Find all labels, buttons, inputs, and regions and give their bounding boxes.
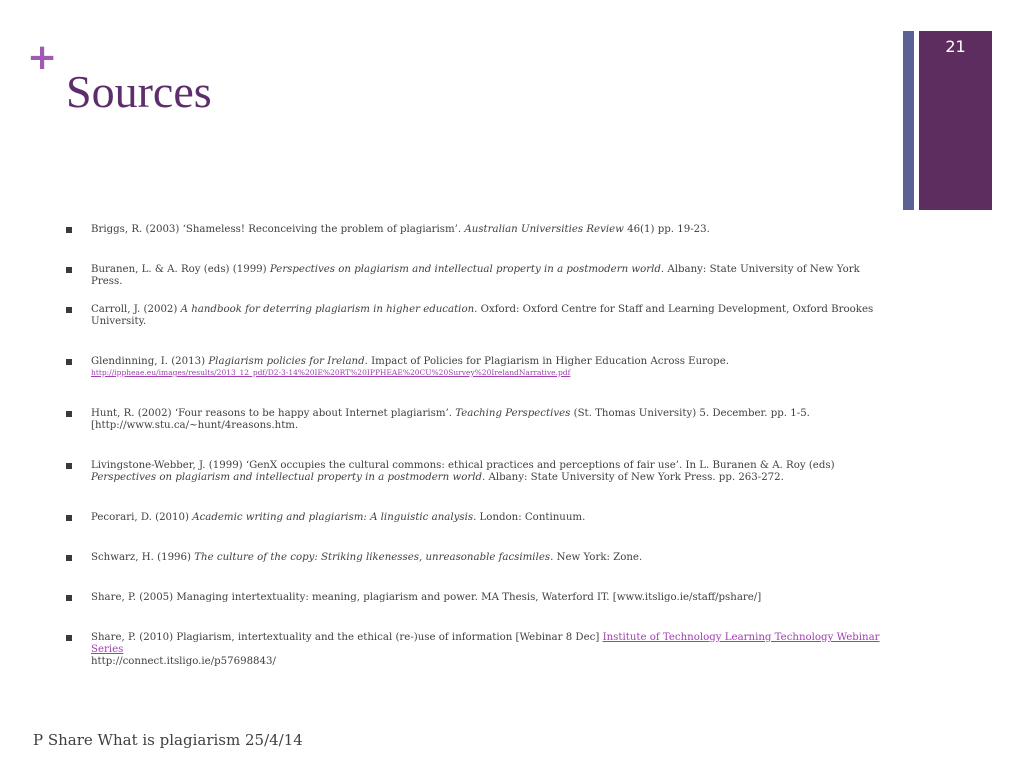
webinar-series-link[interactable]: Institute of Technology Learning Technology Webinar Series: [91, 632, 880, 655]
decorative-bar-wide: [919, 31, 992, 210]
source-item-hunt: [64, 408, 894, 460]
source-details: . Albany: State University of New York Press.: [91, 264, 860, 287]
square-bullet-icon: [66, 635, 72, 641]
source-details: 46(1) pp. 19-23.: [623, 224, 710, 235]
source-item-pecorari: [64, 512, 894, 552]
source-text: Carroll, J. (2002): [91, 304, 181, 315]
source-text: Schwarz, H. (1996): [91, 552, 195, 563]
source-details: Albany: State University of New York Press. pp. 263-272.: [485, 472, 784, 483]
page-title: Sources: [66, 66, 212, 117]
source-text: Glendinning, I. (2013): [91, 356, 209, 367]
source-item-schwarz: [64, 552, 894, 592]
source-item-briggs: [64, 224, 894, 264]
source-title: Australian Universities Review: [464, 224, 624, 235]
source-url-link[interactable]: http://ippheae.eu/images/results/2013_12_pdf/D2-3-14%20IE%20RT%20IPPHEAE%20CU%20Survey%20IrelandNarrative.pdf: [91, 368, 571, 377]
source-details: . New York: Zone.: [550, 552, 643, 563]
source-text: Share, P. (2005) Managing intertextuality: meaning, plagiarism and power. MA Thesis, Waterford IT. [www.itsligo.ie/staff/pshare/]: [91, 592, 762, 603]
source-item-carroll: [64, 304, 894, 356]
square-bullet-icon: [66, 555, 72, 561]
source-text: Hunt, R. (2002) ‘Four reasons to be happy about Internet plagiarism’.: [91, 408, 456, 419]
square-bullet-icon: [66, 267, 72, 273]
square-bullet-icon: [66, 515, 72, 521]
footer-text: P Share What is plagiarism 25/4/14: [33, 731, 303, 749]
source-item-share-2005: [64, 592, 894, 632]
square-bullet-icon: [66, 307, 72, 313]
square-bullet-icon: [66, 227, 72, 233]
source-details: (St. Thomas University) 5. December. pp. 1-5. [http://www.stu.ca/~hunt/4reasons.htm.: [91, 408, 810, 431]
source-title: A handbook for deterring plagiarism in higher education: [180, 304, 475, 315]
source-title: Teaching Perspectives: [455, 408, 571, 419]
decorative-bar-thin: [903, 31, 914, 210]
source-title: Plagiarism policies for Ireland: [208, 356, 365, 367]
source-url-text: http://connect.itsligo.ie/p57698843/: [91, 656, 276, 667]
slide-number: 21: [945, 37, 966, 56]
source-item-glendinning: [64, 356, 894, 408]
square-bullet-icon: [66, 411, 72, 417]
source-details: . Impact of Policies for Plagiarism in Higher Education Across Europe.: [364, 356, 729, 367]
plus-icon: +: [27, 37, 58, 78]
square-bullet-icon: [66, 595, 72, 601]
sources-list: [64, 224, 894, 672]
source-text: Buranen, L. & A. Roy (eds) (1999): [91, 264, 270, 275]
source-details: . Oxford: Oxford Centre for Staff and Learning Development, Oxford Brookes University.: [91, 304, 874, 327]
source-title: Perspectives on plagiarism and intellectual property in a postmodern world.: [91, 472, 486, 483]
source-title: Academic writing and plagiarism: A linguistic analysis: [192, 512, 474, 523]
source-title: Perspectives on plagiarism and intellectual property in a postmodern world: [269, 264, 661, 275]
source-item-livingstone-webber: [64, 460, 894, 512]
source-item-buranen: [64, 264, 894, 304]
square-bullet-icon: [66, 463, 72, 469]
source-text: Livingstone-Webber, J. (1999) ‘GenX occupies the cultural commons: ethical practices and perceptions of fair use’. In L. Buranen & A. Roy (eds): [91, 460, 835, 471]
source-details: . London: Continuum.: [473, 512, 586, 523]
source-title: The culture of the copy: Striking likenesses, unreasonable facsimiles: [194, 552, 551, 563]
source-text: Pecorari, D. (2010): [91, 512, 193, 523]
source-text: Briggs, R. (2003) ‘Shameless! Reconceiving the problem of plagiarism’.: [91, 224, 465, 235]
source-item-share-2010: [64, 632, 894, 672]
square-bullet-icon: [66, 359, 72, 365]
source-text: Share, P. (2010) Plagiarism, intertextuality and the ethical (re-)use of information [Webinar 8 Dec]: [91, 632, 603, 643]
